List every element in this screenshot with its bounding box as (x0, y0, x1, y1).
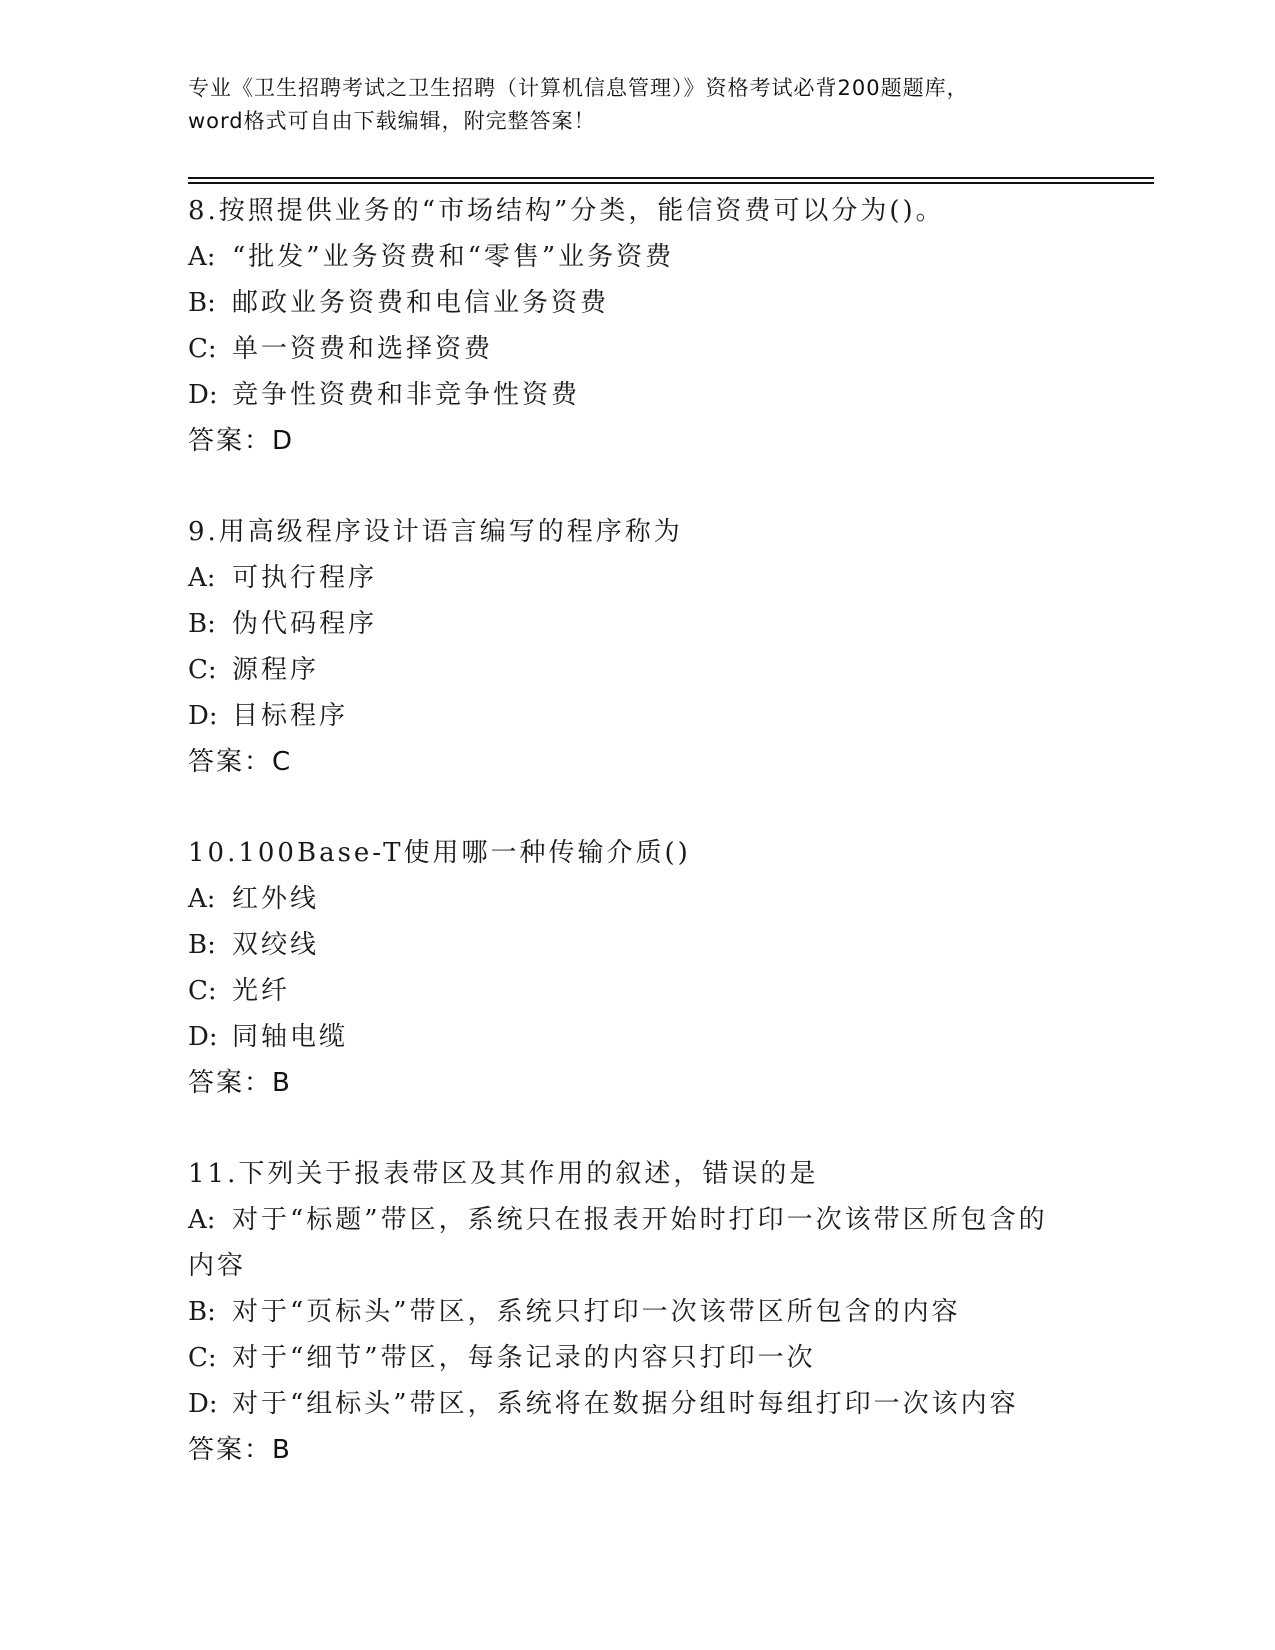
option-text: 对于“细节”带区，每条记录的内容只打印一次 (232, 1343, 816, 1373)
document-header (188, 72, 1088, 138)
option-d (188, 1381, 1088, 1427)
header-line-2: word格式可自由下载编辑，附完整答案！ (188, 109, 596, 133)
option-text: “批发”业务资费和“零售”业务资费 (232, 242, 675, 272)
option-b (188, 601, 1088, 647)
option-c (188, 1335, 1088, 1381)
option-d (188, 372, 1088, 418)
option-label: D: (188, 1022, 218, 1052)
answer-line: 答案：B (188, 1068, 292, 1098)
option-c (188, 968, 1088, 1014)
option-a (188, 1197, 1068, 1289)
option-label: C: (188, 1343, 217, 1373)
option-text: 单一资费和选择资费 (232, 334, 494, 364)
option-label: A: (188, 563, 216, 593)
option-label: D: (188, 1389, 218, 1419)
option-text: 红外线 (232, 884, 320, 914)
option-text: 光纤 (232, 976, 291, 1006)
option-text: 同轴电缆 (232, 1022, 349, 1052)
answer-line: 答案：C (188, 747, 293, 777)
option-label: D: (188, 701, 218, 731)
option-a (188, 555, 1088, 601)
header-line-1: 专业《卫生招聘考试之卫生招聘（计算机信息管理）》资格考试必背200题题库， (188, 76, 969, 100)
option-d (188, 693, 1088, 739)
option-label: B: (188, 288, 216, 318)
option-c (188, 647, 1088, 693)
option-label: D: (188, 380, 218, 410)
question-9 (188, 509, 1088, 785)
option-text: 目标程序 (232, 701, 349, 731)
question-8 (188, 188, 1088, 464)
option-text: 对于“页标头”带区，系统只打印一次该带区所包含的内容 (232, 1297, 961, 1327)
question-11 (188, 1151, 1088, 1473)
option-label: A: (188, 884, 216, 914)
option-text: 源程序 (232, 655, 320, 685)
option-text: 可执行程序 (232, 563, 378, 593)
option-text: 竞争性资费和非竞争性资费 (232, 380, 581, 410)
question-stem: 8.按照提供业务的“市场结构”分类，能信资费可以分为()。 (188, 196, 945, 226)
question-10 (188, 830, 1088, 1106)
option-text: 对于“组标头”带区，系统将在数据分组时每组打印一次该内容 (232, 1389, 1019, 1419)
option-b (188, 922, 1088, 968)
option-text: 双绞线 (232, 930, 320, 960)
answer-line: 答案：B (188, 1435, 292, 1465)
option-label: A: (188, 1205, 216, 1235)
answer-line: 答案：D (188, 426, 295, 456)
option-label: C: (188, 976, 217, 1006)
question-list (188, 188, 1088, 1518)
header-rule-top (188, 177, 1154, 179)
option-text: 伪代码程序 (232, 609, 378, 639)
option-label: B: (188, 1297, 216, 1327)
option-text: 对于“标题”带区，系统只在报表开始时打印一次该带区所包含的内容 (188, 1205, 1048, 1281)
option-b (188, 1289, 1088, 1335)
option-a (188, 234, 1088, 280)
option-c (188, 326, 1088, 372)
question-stem: 9.用高级程序设计语言编写的程序称为 (188, 517, 683, 547)
option-b (188, 280, 1088, 326)
option-label: A: (188, 242, 216, 272)
option-label: C: (188, 334, 217, 364)
option-label: B: (188, 930, 216, 960)
header-rule-bottom (188, 182, 1154, 184)
option-label: C: (188, 655, 217, 685)
option-a (188, 876, 1088, 922)
question-stem: 10.100Base-T使用哪一种传输介质() (188, 838, 691, 868)
option-d (188, 1014, 1088, 1060)
option-text: 邮政业务资费和电信业务资费 (232, 288, 610, 318)
option-label: B: (188, 609, 216, 639)
question-stem: 11.下列关于报表带区及其作用的叙述，错误的是 (188, 1159, 819, 1189)
